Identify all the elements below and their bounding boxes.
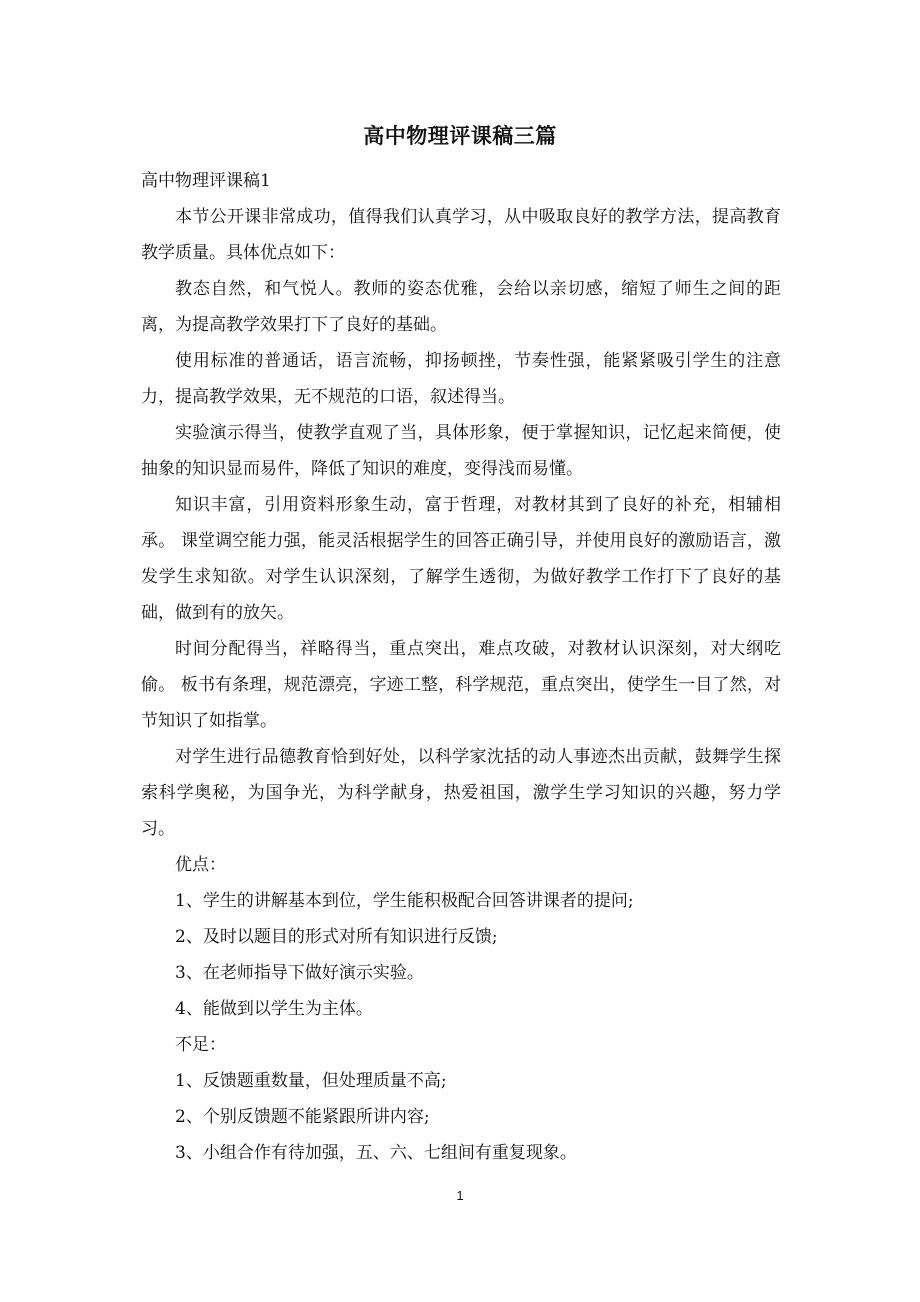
shortcoming-item: 3、小组合作有待加强，五、六、七组间有重复现象。 <box>175 1143 577 1163</box>
document-body <box>141 199 781 1171</box>
advantage-item: 3、在老师指导下做好演示实验。 <box>175 963 424 983</box>
paragraph: 教态自然，和气悦人。教师的姿态优雅，会给以亲切感，缩短了师生之间的距离，为提高教学效果打下了良好的基础。 <box>141 279 781 335</box>
section-heading: 高中物理评课稿1 <box>141 171 271 191</box>
paragraph: 本节公开课非常成功，值得我们认真学习，从中吸取良好的教学方法，提高教育教学质量。具体优点如下： <box>141 207 781 263</box>
shortcoming-item: 2、个别反馈题不能紧跟所讲内容; <box>175 1107 430 1127</box>
paragraph: 知识丰富，引用资料形象生动，富于哲理，对教材其到了良好的补充，相辅相承。 课堂调空能力强，能灵活根据学生的回答正确引导，并使用良好的激励语言，激发学生求知欲。对学生认识深刻，了解学生透彻，为做好教学工作打下了良好的基础，做到有的放矢。 <box>141 495 781 623</box>
paragraph: 实验演示得当，使教学直观了当，具体形象，便于掌握知识，记忆起来简便，使抽象的知识显而易件，降低了知识的难度，变得浅而易懂。 <box>141 423 781 479</box>
paragraph: 使用标准的普通话，语言流畅，抑扬顿挫，节奏性强，能紧紧吸引学生的注意力，提高教学效果，无不规范的口语，叙述得当。 <box>141 351 781 407</box>
page-number: 1 <box>456 1188 464 1203</box>
shortcomings-heading: 不足： <box>175 1035 226 1055</box>
advantage-item: 1、学生的讲解基本到位，学生能积极配合回答讲课者的提问; <box>175 891 634 911</box>
advantage-item: 4、能做到以学生为主体。 <box>175 999 373 1019</box>
advantage-item: 2、及时以题目的形式对所有知识进行反馈; <box>175 927 498 947</box>
paragraph: 时间分配得当，祥略得当，重点突出，难点攻破，对教材认识深刻，对大纲吃偷。 板书有条理，规范漂亮，字迹工整，科学规范，重点突出，使学生一目了然，对节知识了如指掌。 <box>141 639 781 731</box>
advantages-heading: 优点： <box>175 855 226 875</box>
paragraph: 对学生进行品德教育恰到好处，以科学家沈括的动人事迹杰出贡献，鼓舞学生探索科学奥秘，为国争光，为科学献身，热爱祖国，激学生学习知识的兴趣，努力学习。 <box>141 747 781 839</box>
document-title: 高中物理评课稿三篇 <box>363 123 557 148</box>
shortcoming-item: 1、反馈题重数量，但处理质量不高; <box>175 1071 447 1091</box>
